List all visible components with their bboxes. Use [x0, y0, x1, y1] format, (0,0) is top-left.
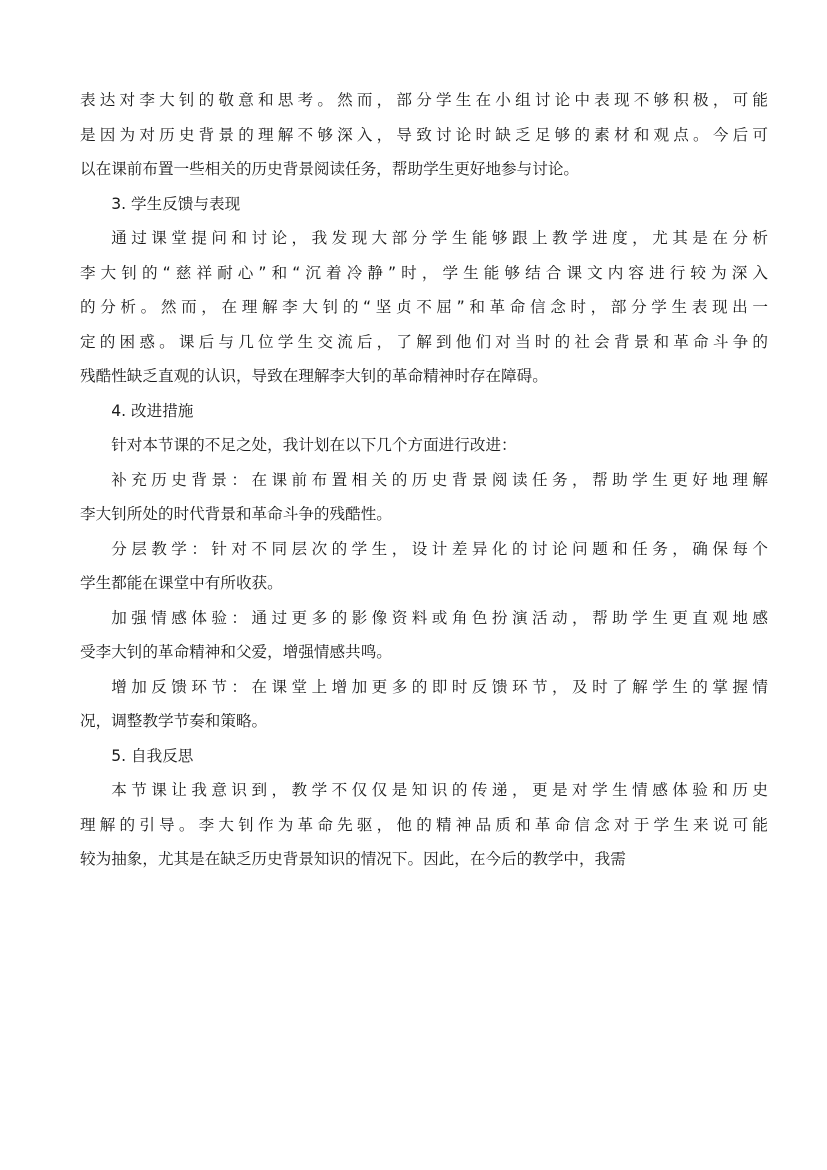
- text-line: 通过课堂提问和讨论，我发现大部分学生能够跟上教学进度，尤其是在分析: [111, 229, 768, 247]
- section-heading: [80, 739, 768, 774]
- text-line: 以在课前布置一些相关的历史背景阅读任务，帮助学生更好地参与讨论。: [80, 160, 580, 178]
- text-line: 理解的引导。李大钊作为革命先驱，他的精神品质和革命信念对于学生来说可能: [80, 815, 768, 834]
- heading-text: 4. 改进措施: [111, 401, 194, 420]
- text-line: 学生都能在课堂中有所收获。: [80, 574, 283, 592]
- section-heading: [80, 187, 768, 222]
- body-paragraph: [80, 670, 768, 739]
- text-line: 本节课让我意识到，教学不仅仅是知识的传递，更是对学生情感体验和历史: [111, 781, 768, 799]
- text-line: 受李大钊的革命精神和父爱，增强情感共鸣。: [80, 643, 392, 661]
- text-line: 是因为对历史背景的理解不够深入，导致讨论时缺乏足够的素材和观点。今后可: [80, 125, 768, 144]
- body-paragraph: [80, 532, 768, 601]
- text-line: 分层教学：针对不同层次的学生，设计差异化的讨论问题和任务，确保每个: [111, 539, 768, 558]
- text-line: 定的困惑。课后与几位学生交流后，了解到他们对当时的社会背景和革命斗争的: [80, 332, 768, 351]
- body-paragraph: [80, 773, 768, 877]
- body-paragraph: [80, 221, 768, 394]
- text-line: 况，调整教学节奏和策略。: [80, 712, 268, 730]
- document-body: [80, 83, 768, 877]
- heading-text: 5. 自我反思: [111, 746, 194, 765]
- text-line: 残酷性缺乏直观的认识，导致在理解李大钊的革命精神时存在障碍。: [80, 367, 548, 385]
- heading-text: 3. 学生反馈与表现: [111, 194, 241, 213]
- body-paragraph: [80, 83, 768, 187]
- text-line: 较为抽象，尤其是在缺乏历史背景知识的情况下。因此，在今后的教学中，我需: [80, 850, 626, 868]
- text-line: 表达对李大钊的敬意和思考。然而，部分学生在小组讨论中表现不够积极，可能: [80, 91, 768, 109]
- text-line: 补充历史背景：在课前布置相关的历史背景阅读任务，帮助学生更好地理解: [111, 470, 768, 489]
- text-line: 加强情感体验：通过更多的影像资料或角色扮演活动，帮助学生更直观地感: [111, 608, 768, 627]
- text-line: 增加反馈环节：在课堂上增加更多的即时反馈环节，及时了解学生的掌握情: [111, 677, 768, 696]
- text-line: 的分析。然而，在理解李大钊的“坚贞不屈”和革命信念时，部分学生表现出一: [80, 298, 768, 316]
- body-paragraph: [80, 601, 768, 670]
- text-line: 李大钊所处的时代背景和革命斗争的残酷性。: [80, 505, 392, 523]
- text-line: 针对本节课的不足之处，我计划在以下几个方面进行改进：: [111, 436, 517, 454]
- body-paragraph: [80, 463, 768, 532]
- text-line: 李大钊的“慈祥耐心”和“沉着冷静”时，学生能够结合课文内容进行较为深入: [80, 263, 768, 282]
- section-heading: [80, 394, 768, 429]
- body-paragraph: [80, 428, 768, 463]
